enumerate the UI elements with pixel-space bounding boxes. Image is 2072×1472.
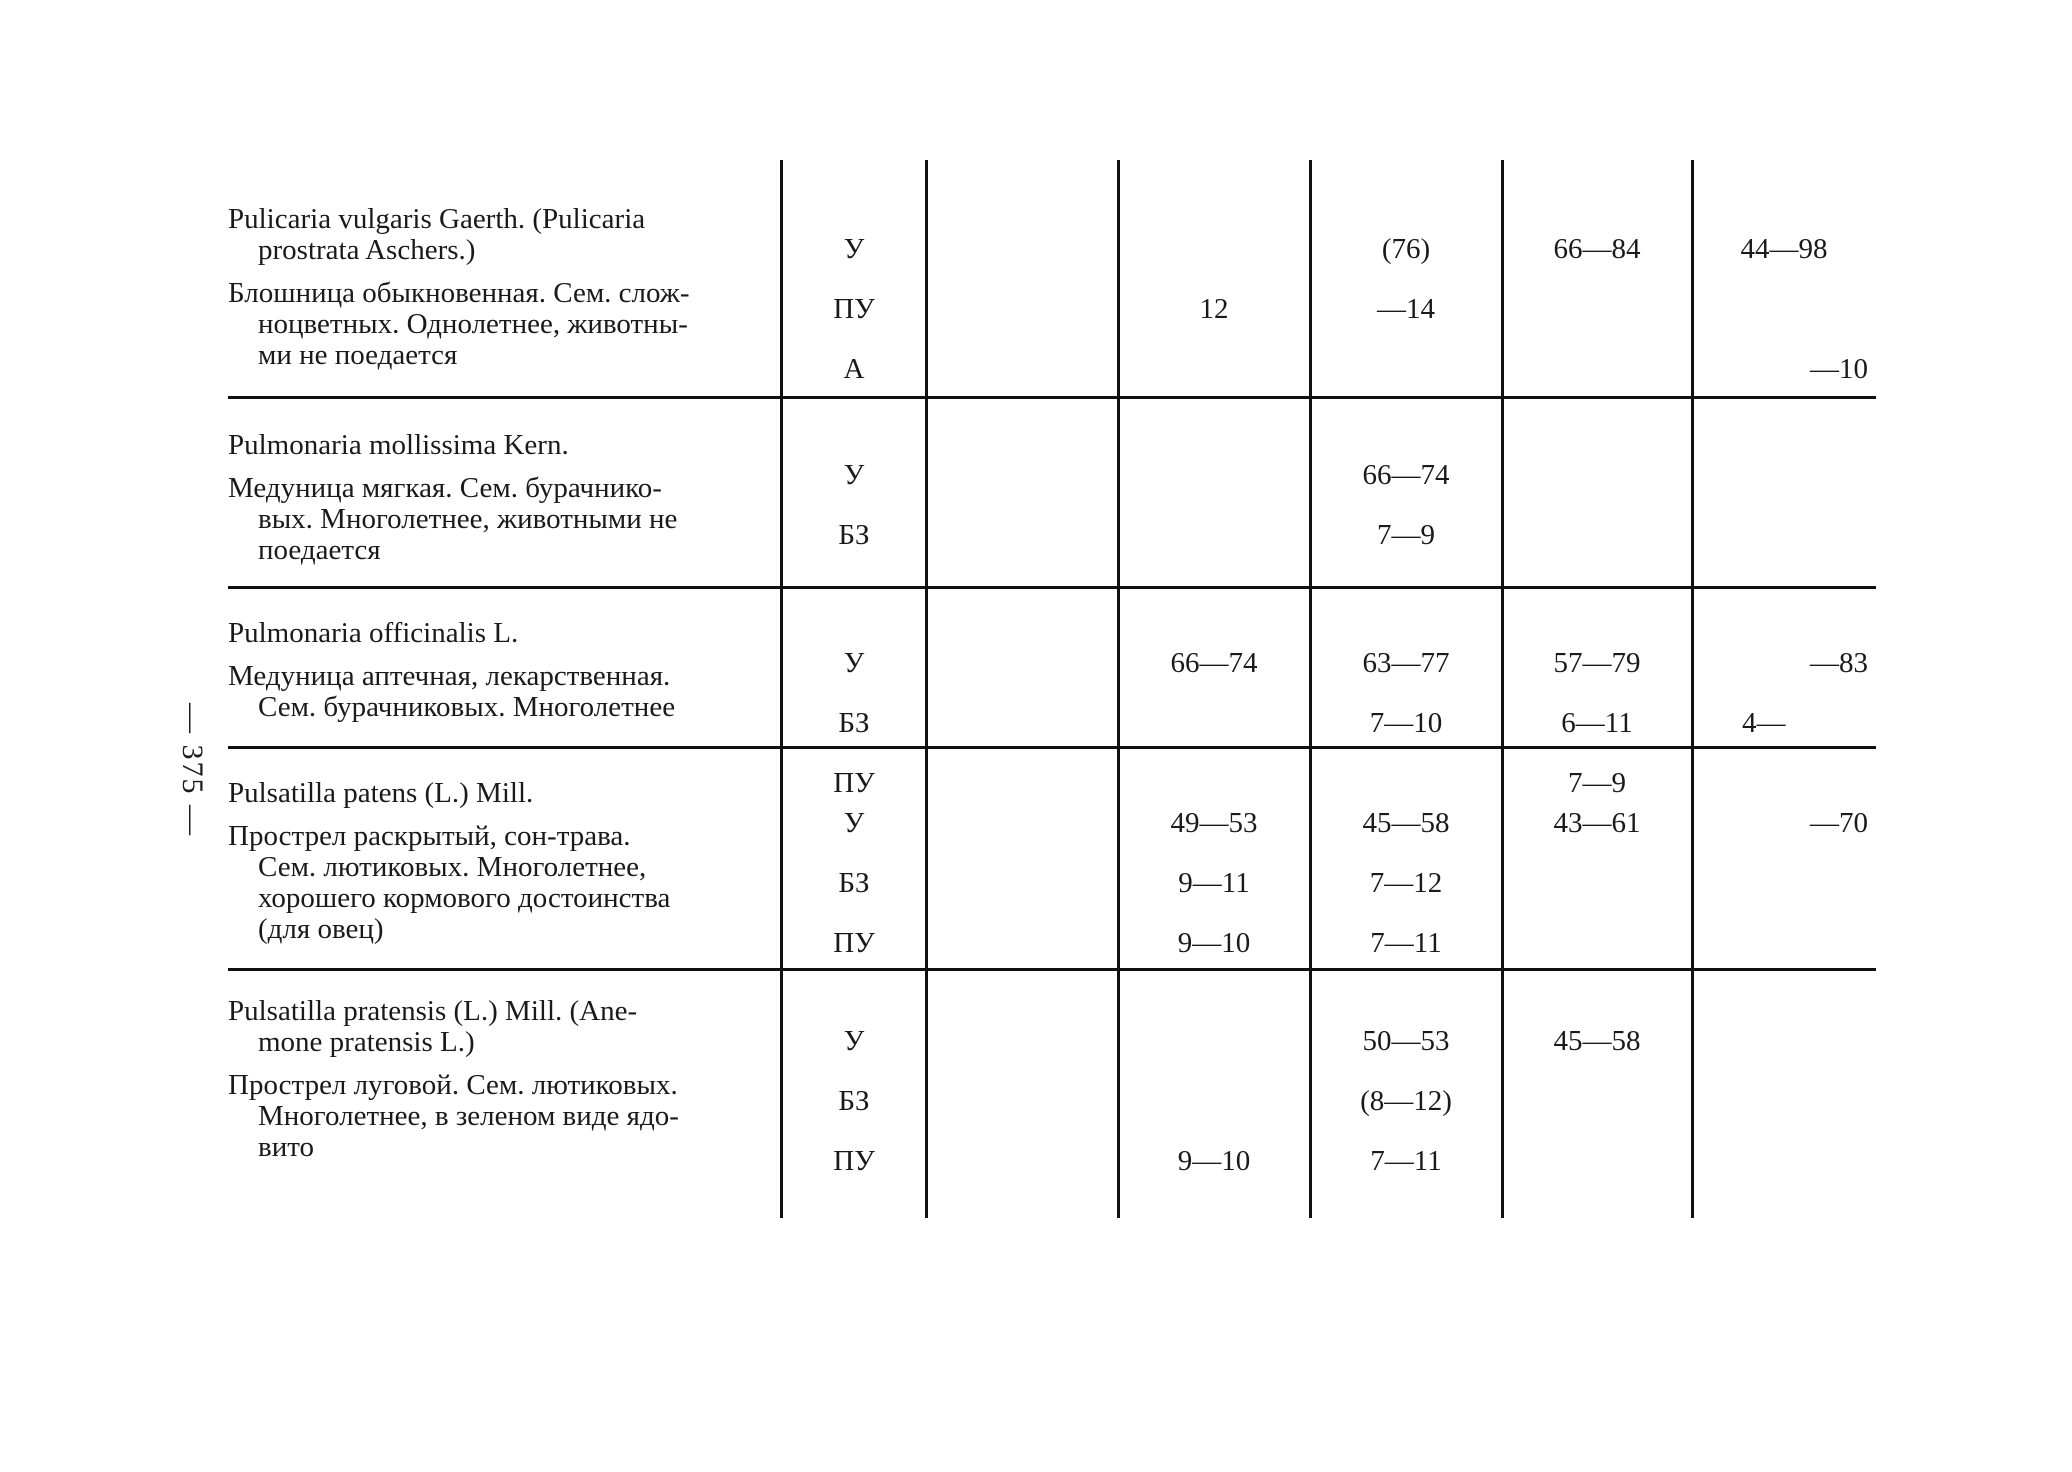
value-cell: 49—53 9—11 9—10 [1170, 807, 1258, 959]
species-table [228, 160, 1876, 1218]
value-cell: 66—74 [1170, 647, 1258, 679]
latin-name: Pulsatilla pratensis (L.) Mill. (Ane- mone pratensis L.) [228, 995, 638, 1058]
species-cell [228, 996, 770, 1163]
species-cell [228, 430, 770, 566]
value-cell: (76) —14 [1377, 233, 1435, 325]
row-separator [228, 586, 1876, 589]
latin-name: Pulsatilla patens (L.) Mill. [228, 777, 534, 809]
row-separator [228, 396, 1876, 399]
page-number-text: — 375 — [176, 703, 209, 837]
latin-name: Pulmonaria officinalis L. [228, 617, 519, 649]
value-cell: 45—58 [1553, 1025, 1641, 1057]
value-cell: 9—10 [1177, 1145, 1251, 1177]
value-cell: —83 4— [1742, 647, 1868, 739]
value-cell: 66—74 7—9 [1362, 459, 1450, 551]
value-cell: 44—98 —10 [1740, 233, 1868, 385]
zone-cell: У БЗ ПУ [833, 807, 875, 959]
species-cell [228, 618, 770, 723]
page-number [172, 700, 212, 840]
zone-cell: У БЗ ПУ [833, 1025, 875, 1177]
species-description: Прострел луговой. Сем. лютиковых. Многолетнее, в зеленом виде ядо- вито [228, 1069, 679, 1163]
zone-cell: У ПУ А [833, 233, 875, 385]
latin-name: Pulicaria vulgaris Gaerth. (Pulicaria prostrata Aschers.) [228, 203, 646, 266]
value-cell: 12 [1199, 293, 1229, 325]
species-cell [228, 204, 770, 371]
value-cell: 43—61 [1553, 807, 1641, 839]
species-description: Блошница обыкновенная. Сем. слож- ноцветных. Однолетнее, животны- ми не поедается [228, 277, 690, 371]
value-cell: 57—79 6—11 7—9 [1553, 647, 1641, 799]
species-description: Прострел раскрытый, сон-трава. Сем. лютиковых. Многолетнее, хорошего кормового достоинства (для овец) [228, 820, 671, 945]
value-cell: —70 [1810, 807, 1868, 839]
zone-cell: У БЗ ПУ [833, 647, 875, 799]
value-cell: 50—53 (8—12) 7—11 [1360, 1025, 1452, 1177]
species-cell [228, 778, 770, 945]
value-cell: 63—77 7—10 [1362, 647, 1450, 739]
value-cell: 45—58 7—12 7—11 [1362, 807, 1450, 959]
latin-name: Pulmonaria mollissima Kern. [228, 429, 569, 461]
species-description: Медуница аптечная, лекарственная. Сем. бурачниковых. Многолетнее [228, 660, 676, 723]
species-description: Медуница мягкая. Сем. бурачнико- вых. Многолетнее, животными не поедается [228, 472, 678, 566]
value-cell: 66—84 [1553, 233, 1641, 265]
row-separator [228, 968, 1876, 971]
zone-cell: У БЗ [838, 459, 870, 551]
